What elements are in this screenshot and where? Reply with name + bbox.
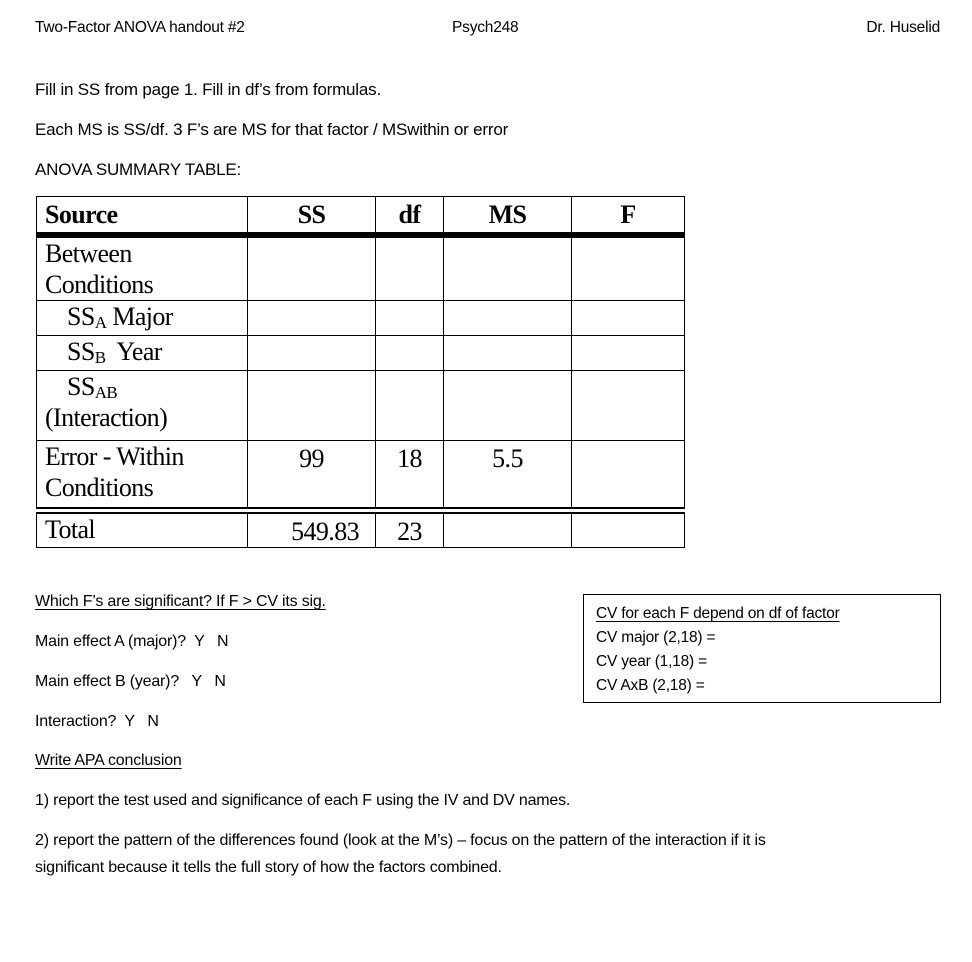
ms-cell[interactable]	[444, 336, 572, 371]
subscript: B	[94, 348, 106, 367]
f-cell[interactable]	[572, 441, 685, 511]
source-label	[45, 371, 247, 402]
table-row-total	[37, 511, 685, 548]
source-label: Error - Within	[45, 442, 184, 471]
cv-major[interactable]: CV major (2,18) =	[596, 629, 716, 646]
df-cell[interactable]	[376, 301, 444, 336]
source-label: Between	[45, 239, 132, 268]
df-cell: 18	[376, 441, 444, 511]
df-cell[interactable]	[376, 235, 444, 301]
column-header-ms: MS	[444, 197, 572, 236]
question-main-effect-a[interactable]: Main effect A (major)? Y N	[35, 633, 229, 650]
ms-cell[interactable]	[444, 235, 572, 301]
ms-cell	[444, 511, 572, 548]
f-cell	[572, 511, 685, 548]
table-row-between	[37, 235, 685, 301]
course-code: Psych248	[452, 19, 519, 36]
anova-summary-table	[36, 196, 685, 548]
column-header-df: df	[376, 197, 444, 236]
source-label-cont: (Interaction)	[45, 403, 168, 432]
source-label-cont: Conditions	[45, 473, 154, 502]
source-cell: Total	[37, 511, 248, 548]
instruction-line-2: Each MS is SS/df. 3 F’s are MS for that factor / MSwithin or error	[35, 120, 509, 139]
column-header-f: F	[572, 197, 685, 236]
question-main-effect-b[interactable]: Main effect B (year)? Y N	[35, 673, 226, 690]
subscript: A	[94, 313, 107, 332]
critical-value-box	[583, 594, 941, 703]
apa-instruction-1: 1) report the test used and significance of each F using the IV and DV names.	[35, 792, 571, 809]
source-label: SS	[67, 337, 95, 366]
f-cell[interactable]	[572, 235, 685, 301]
column-header-ss: SS	[248, 197, 376, 236]
f-cell[interactable]	[572, 301, 685, 336]
apa-heading: Write APA conclusion	[35, 752, 182, 769]
df-cell[interactable]	[376, 336, 444, 371]
cv-year[interactable]: CV year (1,18) =	[596, 653, 707, 670]
f-cell[interactable]	[572, 336, 685, 371]
instructor-name: Dr. Huselid	[866, 19, 940, 36]
f-cell[interactable]	[572, 371, 685, 441]
df-cell[interactable]	[376, 371, 444, 441]
source-label: SS	[67, 302, 95, 331]
source-label-rest: Year	[105, 337, 162, 366]
ms-cell: 5.5	[444, 441, 572, 511]
document-title: Two-Factor ANOVA handout #2	[35, 19, 245, 36]
cv-axb[interactable]: CV AxB (2,18) =	[596, 677, 705, 694]
df-cell: 23	[376, 511, 444, 548]
question-interaction[interactable]: Interaction? Y N	[35, 713, 159, 730]
column-header-source: Source	[37, 197, 248, 236]
ss-cell[interactable]	[248, 235, 376, 301]
table-header-row	[37, 197, 685, 236]
source-label-rest: Major	[106, 302, 173, 331]
source-label-main: SS	[67, 372, 95, 401]
table-row-ss-b-year	[37, 336, 685, 371]
source-cell	[37, 301, 248, 336]
source-cell	[37, 235, 248, 301]
instruction-line-1: Fill in SS from page 1. Fill in df’s from formulas.	[35, 80, 381, 99]
source-cell	[37, 371, 248, 441]
subscript: AB	[94, 383, 118, 402]
apa-instruction-2-cont: significant because it tells the full story of how the factors combined.	[35, 859, 502, 876]
ss-cell: 99	[248, 441, 376, 511]
table-row-ss-ab-interaction	[37, 371, 685, 441]
ss-cell: 549.83	[248, 511, 376, 548]
ss-cell[interactable]	[248, 301, 376, 336]
source-cell	[37, 441, 248, 511]
significance-heading: Which F’s are significant? If F > CV its sig.	[35, 593, 326, 610]
cv-heading: CV for each F depend on df of factor	[596, 605, 840, 622]
table-label: ANOVA SUMMARY TABLE:	[35, 160, 242, 179]
table-row-error-within	[37, 441, 685, 511]
apa-instruction-2: 2) report the pattern of the differences found (look at the M’s) – focus on the pattern of the interaction if it is	[35, 832, 766, 849]
ms-cell[interactable]	[444, 301, 572, 336]
source-cell	[37, 336, 248, 371]
ss-cell[interactable]	[248, 371, 376, 441]
table-row-ss-a-major	[37, 301, 685, 336]
ss-cell[interactable]	[248, 336, 376, 371]
source-label-cont: Conditions	[45, 270, 154, 299]
ms-cell[interactable]	[444, 371, 572, 441]
